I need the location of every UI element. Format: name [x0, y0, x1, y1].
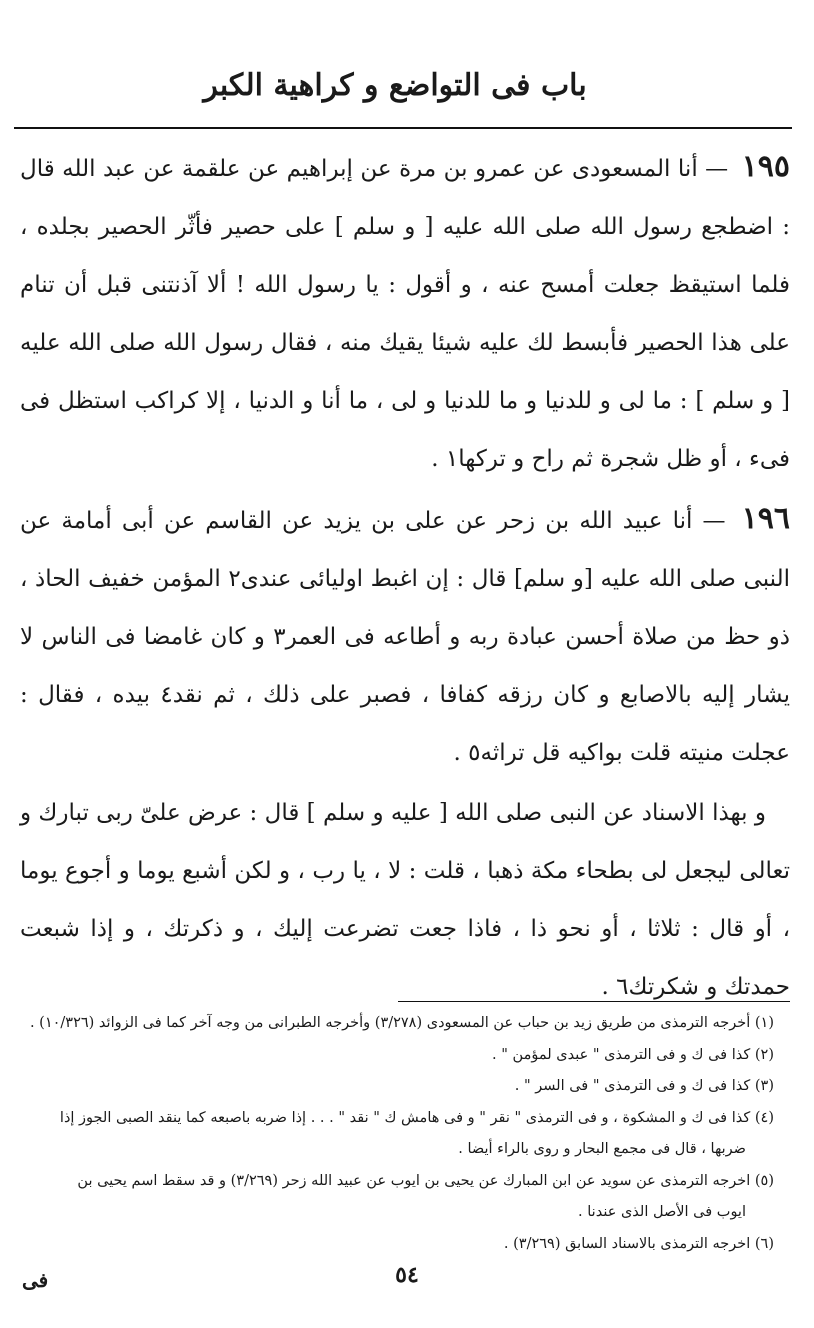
hadith-number: ١٩٦ — [741, 501, 791, 536]
footnote: (٢) كذا فى ك و فى الترمذى " عبدى لمؤمن " . — [492, 1046, 774, 1063]
footnote-continuation: ايوب فى الأصل الذى عندنا . — [578, 1204, 746, 1220]
hadith-text: — أنا عبيد الله بن زحر عن على بن يزيد عن القاسم عن أبى أمامة عن النبى صلى الله عليه [و سلم] قال : إن اغبط اوليائى عندى٢ المؤمن خفيف الحاذ ، ذو حظ من صلاة أحسن عبادة ربه و أطاعه فى العمر٣ و كان غامضا فى الناس لا يشار إليه بالاصابع و كان رزقه كفافا ، فصبر على ذلك ، ثم نقد٤ بيده ، فقال : عجلت منيته قلت بواكيه قل تراثه٥ . — [20, 508, 790, 766]
header-divider — [14, 127, 792, 129]
hadith-197 — [20, 784, 790, 1016]
hadith-text: — أنا المسعودى عن عمرو بن مرة عن إبراهيم عن علقمة عن عبد الله قال : اضطجع رسول الله صلى الله عليه [ و سلم ] على حصير فأثّر الحصير بجلده ، فلما استيقظ جعلت أمسح عنه ، و أقول : يا رسول الله ! ألا آذنتنى قبل أن تنام على هذا الحصير فأبسط لك عليه شيئا يقيك منه ، فقال رسول الله صلى الله عليه [ و سلم ] : ما لى و للدنيا و ما للدنيا و لى ، ما أنا و الدنيا ، إلا كراكب استظل فى فىء ، أو ظل شجرة ثم راح و تركها١ . — [20, 156, 790, 472]
hadith-number: ١٩٥ — [741, 149, 791, 184]
signature-mark: فى — [22, 1268, 49, 1292]
footnote-continuation: ضربها ، قال فى مجمع البحار و روى بالراء أيضا . — [458, 1141, 746, 1157]
hadith-195 — [20, 138, 790, 488]
footnote: (٣) كذا فى ك و فى الترمذى " فى السر " . — [514, 1078, 774, 1094]
chapter-title: باب فى التواضع و كراهية الكبر — [203, 68, 587, 103]
page-number: ٥٤ — [395, 1262, 419, 1288]
hadith-196 — [20, 490, 790, 782]
hadith-text: و بهذا الاسناد عن النبى صلى الله [ عليه و سلم ] قال : عرض علىّ ربى تبارك و تعالى ليجعل لى بطحاء مكة ذهبا ، قلت : لا ، يا رب ، و لكن أشبع يوما و أجوع يوما ، أو قال : ثلاثا ، أو نحو ذا ، فاذا جعت تضرعت إليك ، و ذكرتك ، و إذا شبعت حمدتك و شكرتك٦ . — [20, 800, 790, 1000]
footnotes — [2, 1008, 774, 1260]
footnote: (٦) اخرجه الترمذى بالاسناد السابق (٣/٢٦٩) . — [503, 1235, 774, 1252]
footnote-divider — [398, 1001, 790, 1002]
footnote: (٤) كذا فى ك و المشكوة ، و فى الترمذى " نقر " و فى هامش ك " نقد " . . . إذا ضربه باصبعه كما ينقد الصبى الجوز إذا — [59, 1109, 774, 1126]
footnote: (٥) اخرجه الترمذى عن سويد عن ابن المبارك عن يحيى بن ايوب عن عبيد الله زحر (٣/٢٦٩) و قد سقط اسم يحيى بن — [77, 1172, 774, 1189]
footnote: (١) أخرجه الترمذى من طريق زيد بن حباب عن المسعودى (٣/٢٧٨) وأخرجه الطبرانى من وجه آخر كما فى الزوائد (١٠/٣٢٦) . — [29, 1015, 774, 1031]
main-text — [20, 138, 790, 1018]
